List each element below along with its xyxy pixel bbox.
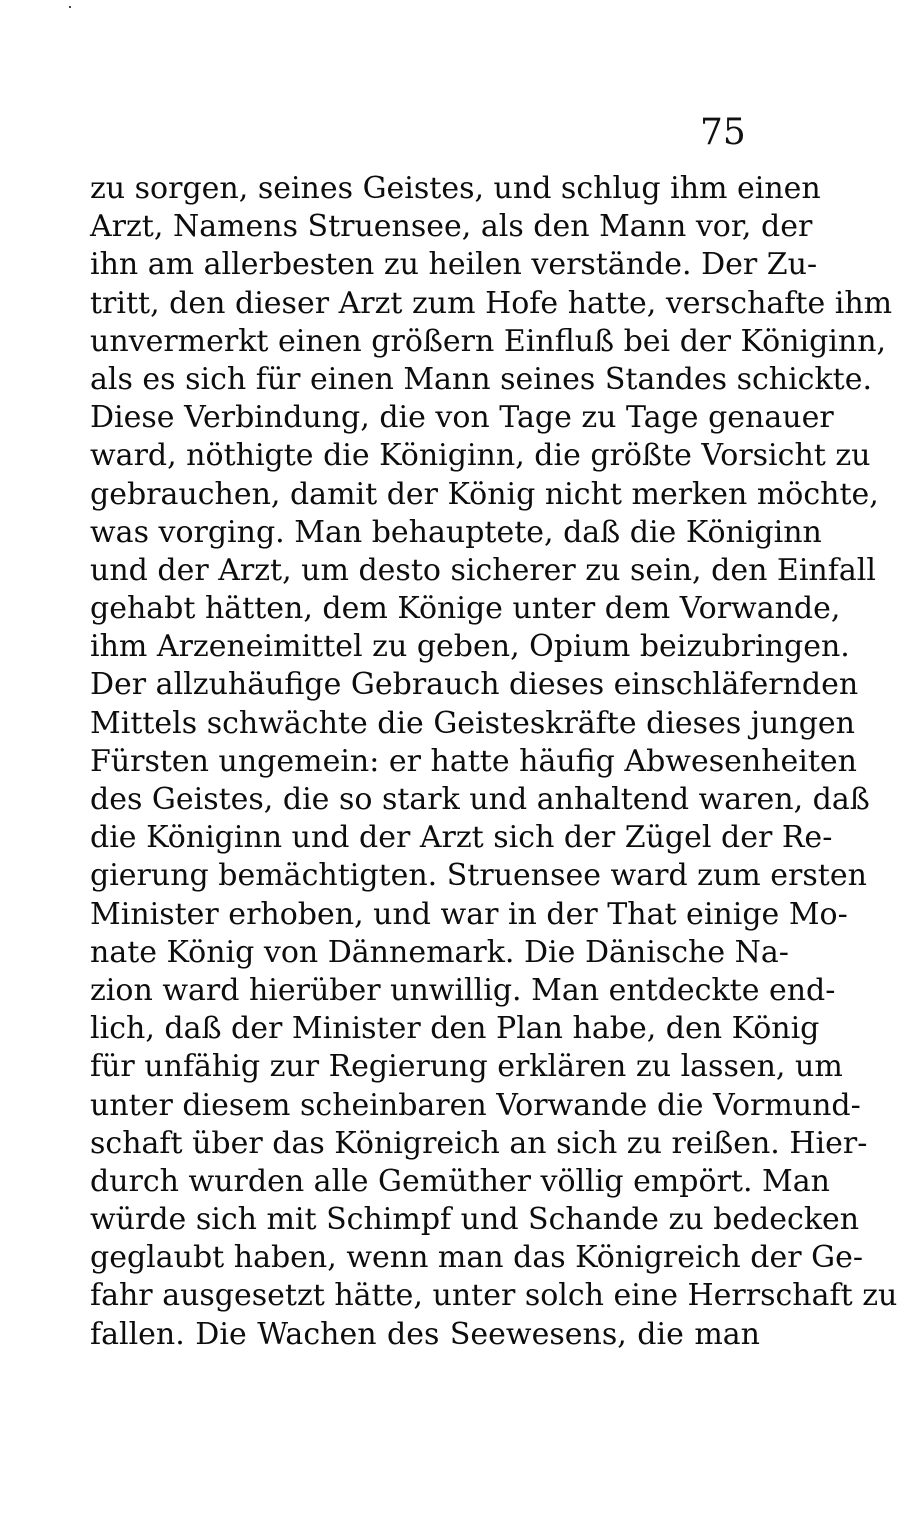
paper-speck	[69, 6, 71, 8]
text-line: nate König von Dännemark. Die Dänische Na-	[90, 934, 789, 970]
text-line: Diese Verbindung, die von Tage zu Tage genauer	[90, 400, 834, 436]
text-line: gehabt hätten, dem Könige unter dem Vorwande,	[90, 591, 841, 627]
text-line: die Königinn und der Arzt sich der Zügel der Re-	[90, 820, 833, 856]
text-line: Der allzuhäufige Gebrauch dieses einschläfernden	[90, 667, 859, 703]
text-line: geglaubt haben, wenn man das Königreich der Ge-	[90, 1240, 863, 1276]
page-number: 75	[700, 112, 746, 153]
text-line: und der Arzt, um desto sicherer zu sein, den Einfall	[90, 552, 876, 588]
text-line: Fürsten ungemein: er hatte häufig Abwesenheiten	[90, 743, 857, 779]
text-line: zu sorgen, seines Geistes, und schlug ihm einen	[90, 171, 821, 206]
text-line: schaft über das Königreich an sich zu reißen. Hier-	[90, 1125, 868, 1161]
text-line: unter diesem scheinbaren Vorwande die Vormund-	[90, 1087, 861, 1123]
text-line: würde sich mit Schimpf und Schande zu bedecken	[90, 1202, 860, 1238]
text-line: durch wurden alle Gemüther völlig empört. Man	[90, 1163, 830, 1199]
text-line: Arzt, Namens Struensee, als den Mann vor, der	[90, 209, 813, 245]
text-line: Mittels schwächte die Geisteskräfte dieses jungen	[90, 705, 855, 741]
text-line: gebrauchen, damit der König nicht merken möchte,	[90, 476, 879, 512]
text-line: für unfähig zur Regierung erklären zu lassen, um	[90, 1049, 843, 1085]
text-line: gierung bemächtigten. Struensee ward zum ersten	[90, 858, 867, 894]
text-line: fallen. Die Wachen des Seewesens, die man	[90, 1316, 760, 1352]
text-line: Minister erhoben, und war in der That einige Mo-	[90, 896, 848, 932]
text-line: zion ward hierüber unwillig. Man entdeckte end-	[90, 972, 836, 1008]
text-line: tritt, den dieser Arzt zum Hofe hatte, verschafte ihm	[90, 285, 893, 321]
body-text	[90, 170, 898, 1354]
text-line: des Geistes, die so stark und anhaltend waren, daß	[90, 782, 870, 817]
text-line: was vorging. Man behauptete, daß die Königinn	[90, 514, 822, 550]
text-line: als es sich für einen Mann seines Standes schickte.	[90, 361, 873, 397]
text-line: ward, nöthigte die Königinn, die größte Vorsicht zu	[90, 438, 871, 474]
text-line: ihn am allerbesten zu heilen verstände. Der Zu-	[90, 247, 818, 283]
text-line: unvermerkt einen größern Einfluß bei der Königinn,	[90, 323, 887, 359]
text-line: fahr ausgesetzt hätte, unter solch eine Herrschaft zu	[90, 1278, 898, 1314]
text-line: ihm Arzeneimittel zu geben, Opium beizubringen.	[90, 629, 850, 665]
text-line: lich, daß der Minister den Plan habe, den König	[90, 1011, 820, 1047]
